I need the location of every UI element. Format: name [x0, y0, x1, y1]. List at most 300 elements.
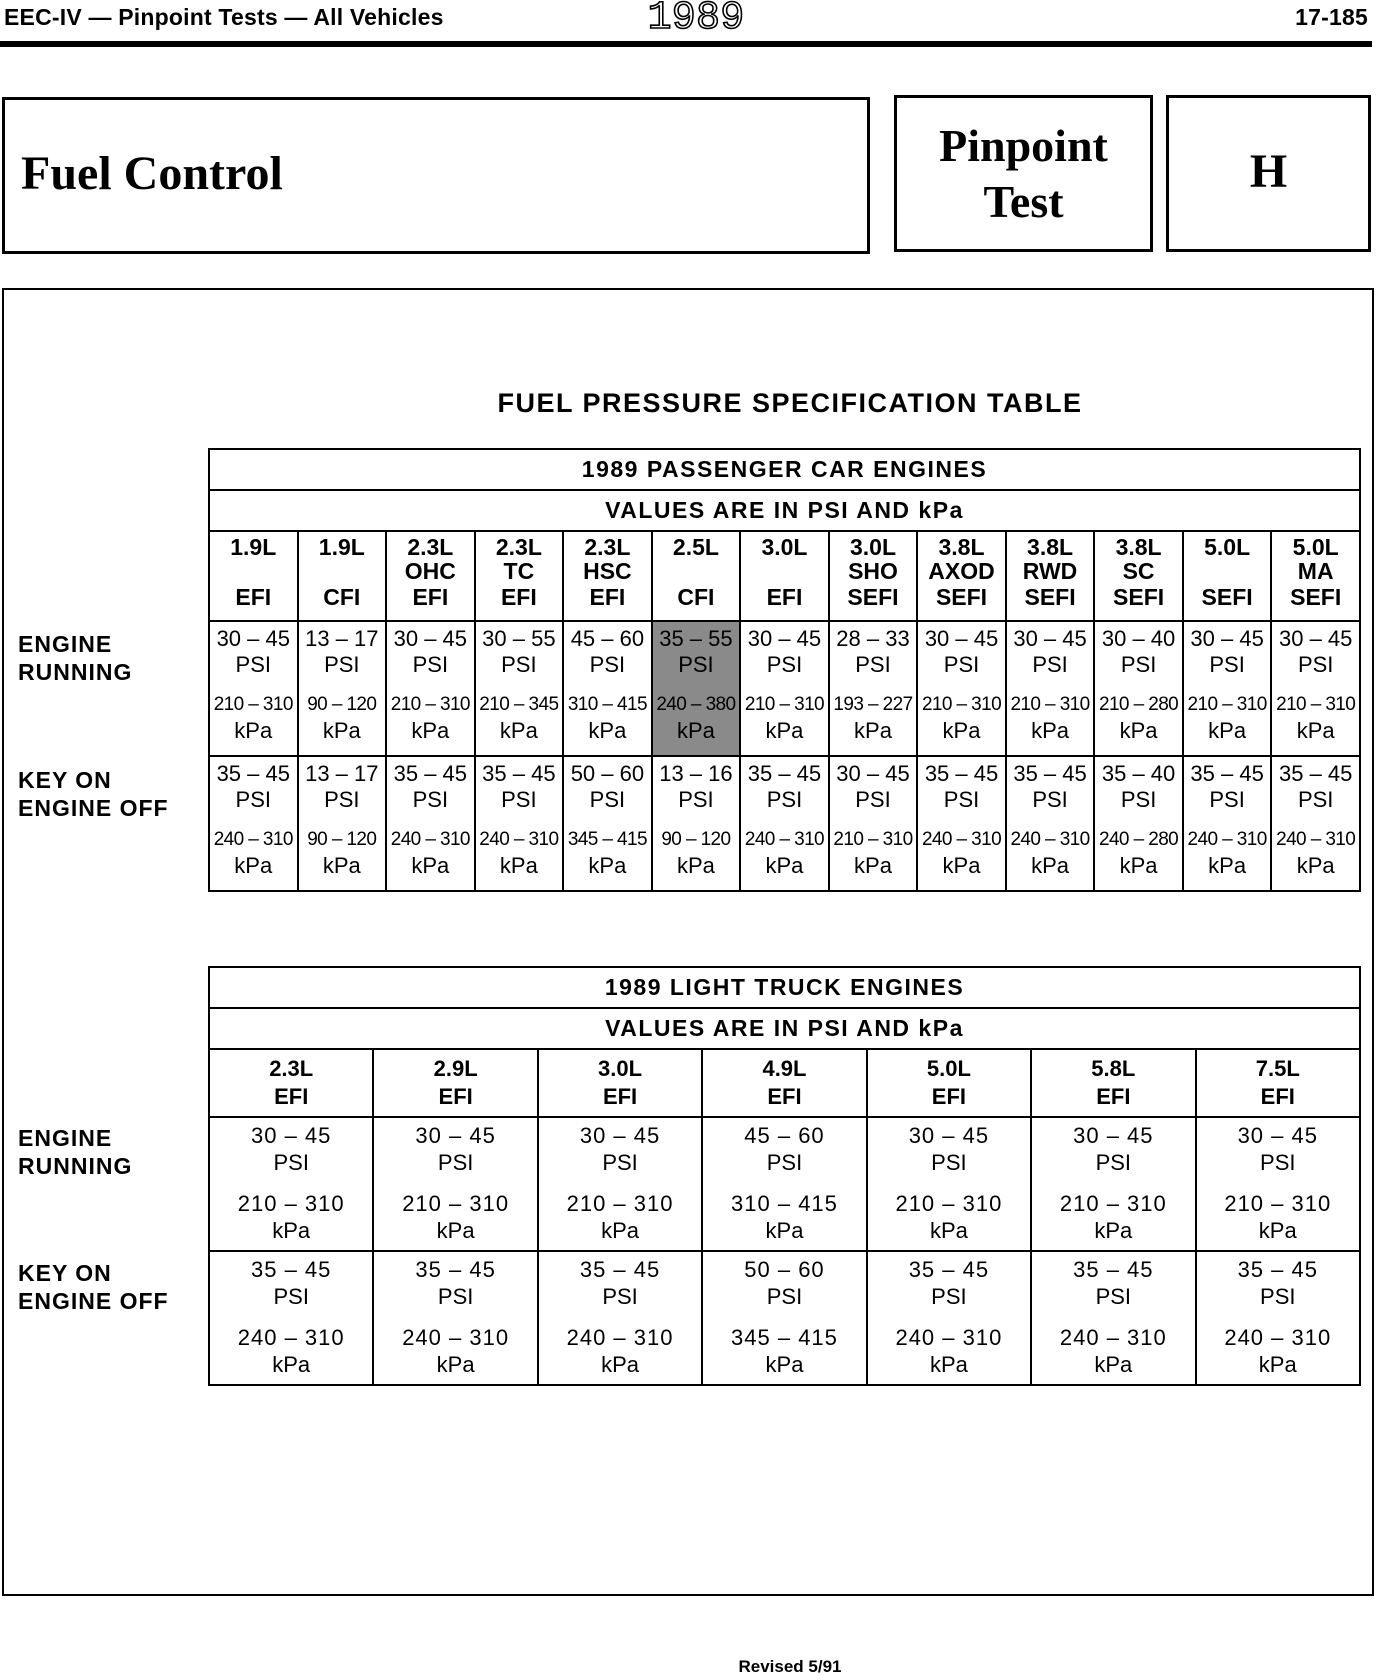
engine-fuel-system: EFI [931, 1084, 967, 1109]
header-rule [0, 41, 1372, 47]
value-cell [740, 756, 829, 891]
kpa-unit: kPa [854, 718, 892, 743]
psi-value: 30 – 45 [216, 626, 290, 651]
kpa-unit: kPa [1208, 853, 1247, 878]
kpa-unit: kPa [499, 853, 538, 878]
kpa-value: 210 – 310 [1276, 694, 1356, 715]
psi-unit: PSI [1095, 1150, 1132, 1175]
kpa-unit: kPa [1208, 718, 1247, 743]
engine-size: 3.0L [598, 1056, 643, 1081]
engine-variant [741, 558, 828, 584]
psi-value: 30 – 40 [1101, 626, 1176, 651]
light-truck-table [208, 966, 1361, 1386]
engine-running-row [209, 621, 1360, 756]
kpa-unit: kPa [676, 718, 715, 743]
psi-value: 35 – 45 [251, 1257, 332, 1282]
year-stamp: 1989 [647, 0, 745, 41]
value-cell [1183, 621, 1272, 756]
kpa-unit: kPa [322, 718, 361, 743]
psi-value: 35 – 45 [1013, 761, 1087, 786]
psi-unit: PSI [324, 652, 360, 677]
engine-header [538, 1049, 702, 1117]
engine-size: 5.0L [1204, 534, 1251, 560]
psi-unit: PSI [678, 652, 714, 677]
kpa-unit: kPa [676, 853, 715, 878]
kpa-unit: kPa [854, 853, 892, 878]
engine-header [209, 1049, 373, 1117]
row-label-line: ENGINE OFF [18, 1288, 169, 1314]
key-on-engine-off-row [209, 756, 1360, 891]
car-table-subtitle: VALUES ARE IN PSI AND kPa [209, 490, 1360, 531]
psi-unit: PSI [766, 1150, 803, 1175]
engine-header-row [209, 531, 1360, 621]
value-cell [386, 756, 475, 891]
psi-value: 30 – 45 [1073, 1123, 1154, 1148]
value-cell [1271, 621, 1360, 756]
engine-header-row [209, 1049, 1360, 1117]
psi-unit: PSI [1260, 1284, 1296, 1309]
psi-unit: PSI [931, 1150, 967, 1175]
engine-header [829, 531, 918, 621]
kpa-unit: kPa [272, 1352, 311, 1377]
psi-unit: PSI [855, 787, 891, 812]
engine-header [1196, 1049, 1360, 1117]
kpa-value: 240 – 310 [566, 1325, 674, 1350]
psi-unit: PSI [437, 1150, 474, 1175]
kpa-unit: kPa [1258, 1352, 1297, 1377]
value-cell [917, 621, 1006, 756]
kpa-value: 90 – 120 [307, 694, 377, 715]
kpa-unit: kPa [765, 1218, 804, 1243]
value-cell [1094, 621, 1183, 756]
passenger-car-table [208, 448, 1361, 892]
psi-value: 30 – 45 [415, 1123, 496, 1148]
kpa-unit: kPa [1094, 1352, 1133, 1377]
pinpoint-test-box [894, 95, 1153, 252]
engine-size: 1.9L [318, 534, 365, 560]
table-row [209, 490, 1360, 531]
truck-row-label-key-on [18, 1259, 169, 1315]
engine-header [475, 531, 564, 621]
psi-unit: PSI [589, 652, 626, 677]
kpa-unit: kPa [322, 853, 361, 878]
psi-value: 35 – 45 [1073, 1257, 1154, 1282]
engine-fuel-system: SEFI [847, 584, 899, 610]
psi-value: 30 – 45 [924, 626, 999, 651]
psi-value: 30 – 45 [1237, 1123, 1318, 1148]
kpa-value: 310 – 415 [567, 694, 647, 715]
title-box [2, 97, 870, 254]
psi-unit: PSI [602, 1150, 638, 1175]
pinpoint-test-label [897, 118, 1150, 230]
value-cell [740, 621, 829, 756]
psi-value: 45 – 60 [570, 626, 645, 651]
car-row-label-running [18, 630, 132, 686]
value-cell [1031, 1251, 1195, 1385]
engine-size: 2.3L [495, 534, 542, 560]
kpa-unit: kPa [1119, 718, 1158, 743]
psi-unit: PSI [501, 787, 537, 812]
kpa-value: 240 – 280 [1099, 829, 1179, 850]
psi-unit: PSI [273, 1284, 309, 1309]
kpa-unit: kPa [436, 1352, 475, 1377]
kpa-value: 240 – 310 [921, 829, 1002, 850]
psi-value: 50 – 60 [744, 1257, 825, 1282]
psi-value: 30 – 45 [1190, 626, 1264, 651]
value-cell [563, 621, 652, 756]
value-cell [1006, 756, 1095, 891]
engine-header [917, 531, 1006, 621]
page-number: 17-185 [1295, 4, 1368, 30]
psi-unit: PSI [235, 652, 271, 677]
engine-fuel-system: SEFI [1024, 584, 1076, 610]
engine-size: 2.5L [672, 534, 719, 560]
psi-value: 35 – 45 [415, 1257, 496, 1282]
kpa-value: 210 – 310 [1059, 1191, 1167, 1216]
kpa-unit: kPa [499, 718, 538, 743]
kpa-value: 210 – 310 [402, 1191, 510, 1216]
value-cell [209, 1251, 373, 1385]
kpa-value: 240 – 310 [479, 829, 559, 850]
running-header: EEC-IV — Pinpoint Tests — All Vehicles [4, 4, 444, 30]
kpa-value: 210 – 310 [833, 829, 913, 850]
engine-variant: AXOD [928, 558, 995, 584]
psi-value: 35 – 45 [482, 761, 556, 786]
engine-fuel-system: EFI [500, 584, 537, 610]
value-cell [209, 756, 298, 891]
kpa-value: 210 – 310 [213, 694, 293, 715]
kpa-value: 240 – 310 [1187, 829, 1267, 850]
row-label-line: RUNNING [18, 1153, 133, 1179]
table-row [209, 449, 1360, 490]
kpa-unit: kPa [765, 718, 804, 743]
table-row [209, 967, 1360, 1008]
psi-unit: PSI [589, 787, 626, 812]
kpa-unit: kPa [942, 718, 981, 743]
value-cell [1006, 621, 1095, 756]
engine-variant [653, 558, 740, 584]
kpa-value: 210 – 310 [1224, 1191, 1332, 1216]
kpa-value: 240 – 310 [1059, 1325, 1167, 1350]
engine-variant: SHO [848, 558, 898, 584]
kpa-value: 240 – 310 [213, 829, 293, 850]
psi-value: 30 – 45 [1013, 626, 1087, 651]
engine-fuel-system: EFI [589, 584, 626, 610]
value-cell [652, 621, 741, 756]
psi-unit: PSI [766, 652, 803, 677]
kpa-value: 210 – 310 [921, 694, 1002, 715]
psi-value: 35 – 45 [747, 761, 822, 786]
engine-fuel-system: EFI [602, 1084, 638, 1109]
psi-value: 28 – 33 [836, 626, 910, 651]
engine-size: 4.9L [762, 1056, 807, 1081]
engine-variant [210, 558, 297, 584]
psi-value: 35 – 45 [393, 761, 468, 786]
value-cell [298, 621, 387, 756]
engine-size: 3.0L [761, 534, 808, 560]
value-cell [652, 756, 741, 891]
engine-fuel-system: EFI [274, 1084, 309, 1109]
kpa-value: 210 – 310 [237, 1191, 345, 1216]
kpa-value: 210 – 310 [1010, 694, 1090, 715]
truck-table-subtitle: VALUES ARE IN PSI AND kPa [209, 1008, 1360, 1049]
pinpoint-line2: Test [983, 176, 1064, 227]
kpa-value: 345 – 415 [731, 1325, 838, 1350]
engine-size: 1.9L [230, 534, 277, 560]
kpa-value: 210 – 280 [1099, 694, 1179, 715]
kpa-value: 240 – 310 [390, 829, 470, 850]
kpa-unit: kPa [1296, 718, 1335, 743]
psi-unit: PSI [1297, 652, 1334, 677]
value-cell [475, 756, 564, 891]
psi-unit: PSI [678, 787, 714, 812]
psi-unit: PSI [1120, 652, 1157, 677]
psi-value: 30 – 45 [251, 1123, 332, 1148]
truck-table-title: 1989 LIGHT TRUCK ENGINES [209, 967, 1360, 1008]
table-row [209, 1008, 1360, 1049]
kpa-value: 240 – 310 [1010, 829, 1090, 850]
engine-fuel-system: CFI [323, 584, 361, 610]
revision-footer: Revised 5/91 [738, 1657, 842, 1676]
psi-unit: PSI [412, 652, 449, 677]
value-cell [298, 756, 387, 891]
engine-size: 2.3L [584, 534, 631, 560]
kpa-unit: kPa [601, 1352, 640, 1377]
engine-variant: MA [1297, 558, 1334, 584]
kpa-unit: kPa [436, 1218, 475, 1243]
value-cell [702, 1117, 866, 1251]
psi-unit: PSI [1209, 652, 1245, 677]
kpa-value: 240 – 310 [237, 1325, 345, 1350]
kpa-unit: kPa [929, 1352, 968, 1377]
psi-value: 35 – 55 [659, 626, 733, 651]
engine-fuel-system: EFI [1096, 1084, 1131, 1109]
psi-value: 30 – 45 [393, 626, 468, 651]
psi-unit: PSI [1260, 1150, 1296, 1175]
engine-fuel-system: SEFI [1201, 584, 1253, 610]
kpa-unit: kPa [601, 1218, 640, 1243]
pinpoint-line1: Pinpoint [939, 120, 1108, 171]
psi-value: 35 – 45 [924, 761, 999, 786]
kpa-value: 240 – 310 [744, 829, 825, 850]
psi-unit: PSI [273, 1150, 309, 1175]
kpa-value: 240 – 310 [895, 1325, 1003, 1350]
kpa-unit: kPa [765, 1352, 804, 1377]
psi-unit: PSI [1120, 787, 1157, 812]
psi-unit: PSI [855, 652, 891, 677]
engine-header [702, 1049, 866, 1117]
value-cell [373, 1117, 537, 1251]
engine-header [867, 1049, 1031, 1117]
psi-unit: PSI [437, 1284, 474, 1309]
kpa-value: 240 – 310 [1276, 829, 1356, 850]
value-cell [867, 1251, 1031, 1385]
psi-value: 50 – 60 [570, 761, 645, 786]
value-cell [386, 621, 475, 756]
engine-header [740, 531, 829, 621]
row-label-line: ENGINE [18, 1125, 113, 1151]
psi-unit: PSI [1032, 652, 1068, 677]
kpa-unit: kPa [765, 853, 804, 878]
psi-value: 35 – 45 [216, 761, 290, 786]
kpa-value: 210 – 310 [390, 694, 470, 715]
engine-size: 3.8L [1115, 534, 1162, 560]
kpa-value: 240 – 310 [1224, 1325, 1332, 1350]
psi-value: 13 – 17 [305, 626, 379, 651]
kpa-unit: kPa [234, 718, 273, 743]
engine-size: 3.8L [1027, 534, 1074, 560]
psi-unit: PSI [602, 1284, 638, 1309]
engine-variant [1184, 558, 1271, 584]
engine-header [1183, 531, 1272, 621]
psi-unit: PSI [931, 1284, 967, 1309]
value-cell [829, 621, 918, 756]
kpa-unit: kPa [942, 853, 981, 878]
kpa-unit: kPa [411, 853, 450, 878]
test-letter-box [1166, 95, 1371, 252]
engine-fuel-system: CFI [677, 584, 715, 610]
kpa-value: 210 – 310 [744, 694, 825, 715]
psi-unit: PSI [412, 787, 449, 812]
engine-fuel-system: SEFI [935, 584, 988, 610]
engine-variant: HSC [583, 558, 632, 584]
psi-value: 35 – 40 [1101, 761, 1176, 786]
kpa-unit: kPa [1031, 718, 1069, 743]
value-cell [1094, 756, 1183, 891]
engine-size: 7.5L [1255, 1056, 1300, 1081]
engine-fuel-system: EFI [767, 1084, 802, 1109]
psi-unit: PSI [766, 1284, 803, 1309]
psi-value: 30 – 45 [747, 626, 822, 651]
value-cell [475, 621, 564, 756]
truck-row-label-running [18, 1124, 132, 1180]
engine-size: 2.3L [407, 534, 454, 560]
value-cell [1031, 1117, 1195, 1251]
value-cell [373, 1251, 537, 1385]
kpa-unit: kPa [588, 718, 627, 743]
value-cell [829, 756, 918, 891]
psi-value: 35 – 45 [579, 1257, 661, 1282]
car-table-title: 1989 PASSENGER CAR ENGINES [209, 449, 1360, 490]
kpa-unit: kPa [1296, 853, 1335, 878]
psi-unit: PSI [324, 787, 360, 812]
engine-fuel-system: SEFI [1290, 584, 1342, 610]
engine-fuel-system: EFI [1260, 1084, 1295, 1109]
psi-value: 45 – 60 [744, 1123, 825, 1148]
psi-unit: PSI [501, 652, 537, 677]
engine-fuel-system: SEFI [1113, 584, 1165, 610]
psi-value: 35 – 45 [1190, 761, 1264, 786]
value-cell [867, 1117, 1031, 1251]
engine-header [652, 531, 741, 621]
psi-value: 30 – 45 [836, 761, 910, 786]
engine-size: 5.0L [926, 1056, 971, 1081]
value-cell [1196, 1117, 1360, 1251]
engine-variant: TC [503, 558, 535, 584]
kpa-unit: kPa [1094, 1218, 1133, 1243]
engine-header [563, 531, 652, 621]
engine-fuel-system: EFI [766, 584, 803, 610]
kpa-value: 90 – 120 [661, 829, 731, 850]
kpa-unit: kPa [272, 1218, 311, 1243]
page-title: Fuel Control [21, 147, 283, 200]
engine-variant: OHC [404, 558, 456, 584]
psi-unit: PSI [943, 787, 980, 812]
row-label-line: KEY ON [18, 767, 112, 793]
kpa-unit: kPa [234, 853, 273, 878]
engine-variant: SC [1122, 558, 1155, 584]
engine-size: 2.9L [433, 1056, 478, 1081]
psi-value: 35 – 45 [1237, 1257, 1318, 1282]
kpa-unit: kPa [929, 1218, 968, 1243]
kpa-unit: kPa [1258, 1218, 1297, 1243]
value-cell [563, 756, 652, 891]
psi-value: 35 – 45 [1278, 761, 1353, 786]
psi-value: 30 – 55 [482, 626, 556, 651]
engine-variant [299, 558, 386, 584]
value-cell [538, 1251, 702, 1385]
value-cell [702, 1251, 866, 1385]
value-cell [1183, 756, 1272, 891]
kpa-value: 193 – 227 [833, 694, 913, 715]
psi-unit: PSI [1032, 787, 1068, 812]
kpa-value: 210 – 310 [1187, 694, 1267, 715]
psi-value: 30 – 45 [1278, 626, 1353, 651]
engine-fuel-system: EFI [412, 584, 449, 610]
psi-unit: PSI [1297, 787, 1334, 812]
psi-value: 30 – 45 [579, 1123, 661, 1148]
value-cell [538, 1117, 702, 1251]
engine-size: 2.3L [269, 1056, 314, 1081]
psi-unit: PSI [235, 787, 271, 812]
value-cell [1271, 756, 1360, 891]
value-cell [917, 756, 1006, 891]
kpa-value: 240 – 380 [656, 694, 736, 715]
table-title: FUEL PRESSURE SPECIFICATION TABLE [497, 388, 1083, 418]
engine-header [298, 531, 387, 621]
psi-unit: PSI [766, 787, 803, 812]
kpa-value: 210 – 345 [479, 694, 559, 715]
kpa-unit: kPa [588, 853, 627, 878]
kpa-unit: kPa [1031, 853, 1069, 878]
psi-value: 13 – 16 [659, 761, 733, 786]
kpa-value: 345 – 415 [567, 829, 647, 850]
value-cell [209, 1117, 373, 1251]
engine-header [1094, 531, 1183, 621]
engine-fuel-system: EFI [438, 1084, 473, 1109]
psi-unit: PSI [1209, 787, 1245, 812]
psi-value: 35 – 45 [908, 1257, 990, 1282]
row-label-line: ENGINE OFF [18, 795, 169, 821]
psi-unit: PSI [1095, 1284, 1132, 1309]
engine-variant: RWD [1022, 558, 1078, 584]
engine-size: 3.8L [938, 534, 985, 560]
engine-size: 3.0L [849, 534, 896, 560]
kpa-value: 240 – 310 [402, 1325, 510, 1350]
value-cell [1196, 1251, 1360, 1385]
kpa-value: 210 – 310 [566, 1191, 674, 1216]
value-cell [209, 621, 298, 756]
psi-unit: PSI [943, 652, 980, 677]
engine-fuel-system: EFI [235, 584, 272, 610]
test-letter: H [1249, 145, 1288, 198]
psi-value: 30 – 45 [908, 1123, 990, 1148]
engine-header [386, 531, 475, 621]
engine-size: 5.8L [1091, 1056, 1136, 1081]
row-label-line: RUNNING [18, 659, 133, 685]
psi-value: 13 – 17 [305, 761, 379, 786]
row-label-line: ENGINE [18, 631, 113, 657]
